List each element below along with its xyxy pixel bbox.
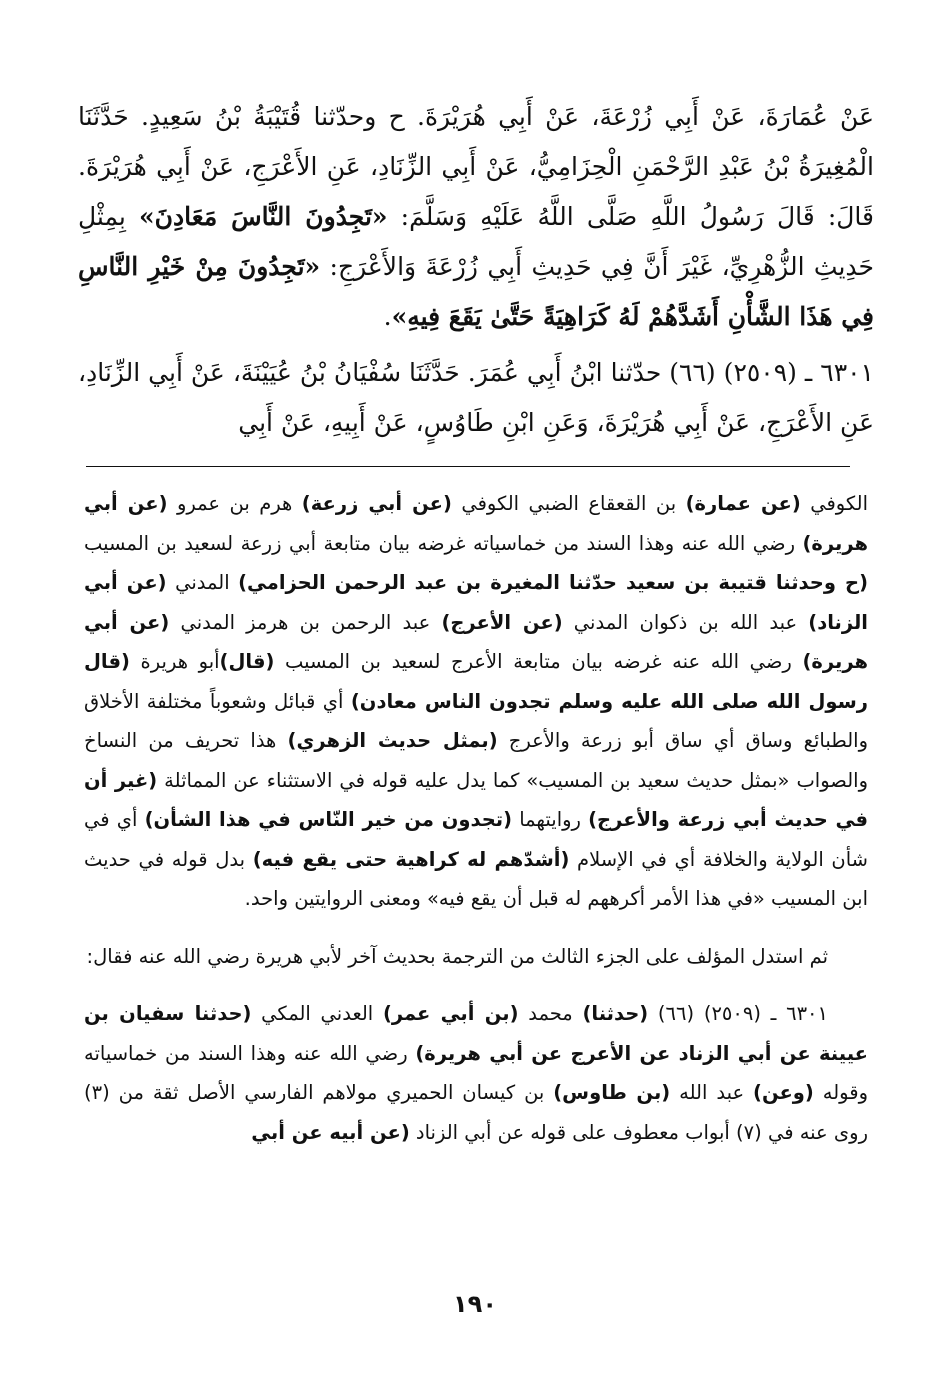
hadith-block: [78, 92, 874, 448]
commentary-quote-p1-3: (عن أبي زرعة): [301, 492, 452, 515]
commentary-text-p1-6: رضي الله عنه وهذا السند من خماسياته غرضه بيان متابعة أبي زرعة لسعيد بن المسيب: [84, 531, 803, 555]
commentary-text-p1-0: الكوفي: [800, 492, 868, 515]
commentary-quote-p1-7: (ح وحدثنا قتيبة بن سعيد حدّثنا المغيرة بن عبد الرحمن الحزامي): [238, 571, 868, 594]
commentary-paragraph-2: ثم استدل المؤلف على الجزء الثالث من الترجمة بحديث آخر لأبي هريرة رضي الله عنه فقال:: [86, 944, 828, 968]
commentary-text-p3-10: بن كيسان الحميري مولاهم الفارسي الأصل ثقة من (٣) روى عنه في (٧) أبواب معطوف على قوله عن أبي الزناد: [84, 1081, 868, 1144]
hadith-p1-text-e: .: [383, 302, 392, 331]
commentary-text-p1-4: هرم بن عمرو: [167, 492, 302, 515]
commentary-quote-p1-1: (عن عمارة): [685, 492, 801, 515]
commentary-quote-p1-15: (قال): [219, 650, 275, 673]
commentary-quote-p1-23: (تجدون من خير النّاس في هذا الشأن): [144, 808, 513, 831]
hadith-paragraph-2: ٦٣٠١ ـ (٢٥٠٩) (٦٦) حدّثنا ابْنُ أَبِي عُمَرَ. حَدَّثَنَا سُفْيَانُ بْنُ عُيَيْنَةَ، عَنْ أَبِي الزِّنَادِ، عَنِ الأَعْرَجِ، عَنْ أَبِي هُرَيْرَةَ، وَعَنِ ابْنِ طَاوُسٍ، عَنْ أَبِيهِ، عَنْ أَبِي: [78, 358, 874, 437]
commentary-quote-p3-11: (عن أبيه عن أبي: [251, 1120, 410, 1144]
commentary-text-p3-0: ٦٣٠١ ـ (٢٥٠٩) (٦٦): [648, 1002, 828, 1025]
commentary-quote-p1-9: (عن أبي الزناد): [84, 571, 868, 634]
commentary-text-p1-16: أبو هريرة: [129, 650, 220, 673]
commentary-text-p1-10: عبد الله بن ذكوان المدني: [562, 610, 809, 634]
hadith-p1-quote-1: «تَجِدُونَ النَّاسَ مَعَادِنَ»: [139, 202, 388, 231]
commentary-text-p1-22: روايتهما: [512, 808, 589, 831]
commentary-text-p1-26: بدل قوله في حديث ابن المسيب «في هذا الأمر أكرههم له قبل أن يقع فيه» ومعنى الروايتين واحد.: [84, 847, 868, 910]
commentary-quote-p1-11: (عن الأعرج): [441, 610, 563, 634]
commentary-quote-p3-3: (بن أبي عمر): [382, 1002, 519, 1025]
hadith-p1-text-c: بِمِثْلِ حَدِيثِ الزُّهْرِيِّ، غَيْرَ أَنَّ فِي حَدِيثِ أَبِي زُرْعَةَ وَالأَعْرَجِ:: [78, 202, 874, 281]
commentary-text-p1-8: المدني: [166, 571, 239, 594]
hadith-text: [78, 92, 874, 448]
commentary-text-p3-6: رضي الله عنه وهذا السند من خماسياته وقوله: [84, 1041, 868, 1104]
commentary-text-p1-18: أي قبائل وشعوباً مختلفة الأخلاق والطبائع وساق أي ساق أبو زرعة والأعرج: [84, 689, 868, 752]
commentary-quote-p3-1: (حدثنا): [582, 1002, 649, 1025]
commentary-text-p3-4: العدني المكي: [251, 1002, 383, 1025]
commentary-text-p3-2: محمد: [518, 1002, 583, 1025]
commentary-quote-p3-7: (وعن): [753, 1081, 814, 1104]
commentary-text-p1-20: هذا تحريف من النساخ والصواب «بمثل حديث سعيد بن المسيب» كما يدل عليه قوله في الاستثناء عن المماثلة: [84, 729, 868, 792]
commentary-text-p1-2: بن القعقاع الضبي الكوفي: [451, 492, 686, 515]
commentary: [84, 484, 868, 1152]
commentary-quote-p1-17: (قال رسول الله صلى الله عليه وسلم تجدون الناس معادن): [84, 650, 868, 713]
commentary-quote-p1-25: (أشدّهم له كراهية حتى يقع فيه): [252, 847, 570, 871]
commentary-quote-p1-5: (عن أبي هريرة): [84, 492, 868, 555]
commentary-paragraph-1: [84, 484, 868, 919]
page-number: ١٩٠: [453, 1290, 497, 1318]
commentary-quote-p1-13: (عن أبي هريرة): [84, 610, 868, 673]
hadith-paragraph-1: [78, 92, 874, 342]
hadith-p1-quote-2: «تَجِدُونَ مِنْ خَيْرِ النَّاسِ فِي هَذَا الشَّأْنِ أَشَدَّهُمْ لَهُ كَرَاهِيَةً حَتَّىٰ يَقَعَ فِيهِ»: [78, 252, 874, 331]
commentary-quote-p1-19: (بمثل حديث الزهري): [287, 729, 498, 752]
hadith-p1-text-a: عَنْ عُمَارَةَ، عَنْ أَبِي زُرْعَةَ، عَنْ أَبِي هُرَيْرَةَ. ح وحدّثنا قُتَيْبَةُ بْنُ سَعِيدٍ. حَدَّثَنَا الْمُغِيرَةُ بْنُ عَبْدِ الرَّحْمَنِ الْحِزَامِيُّ، عَنْ أَبِي الزِّنَادِ، عَنِ الأَعْرَجِ، عَنْ أَبِي هُرَيْرَةَ. قَالَ: قَالَ رَسُولُ اللَّهِ صَلَّى اللَّهُ عَلَيْهِ وَسَلَّمَ:: [78, 102, 874, 231]
footnote-divider: [86, 466, 850, 467]
commentary-quote-p1-21: (غير أن في حديث أبي زرعة والأعرج): [84, 768, 868, 831]
commentary-quote-p3-5: (حدثنا سفيان بن عيينة عن أبي الزناد عن الأعرج عن أبي هريرة): [84, 1002, 869, 1065]
commentary-text-p1-12: عبد الرحمن بن هرمز المدني: [169, 610, 442, 634]
commentary-paragraph-3: [84, 994, 868, 1152]
commentary-text-p1-24: أي في شأن الولاية والخلافة أي في الإسلام: [84, 808, 869, 871]
commentary-text-p3-8: عبد الله: [670, 1081, 754, 1104]
commentary-quote-p3-9: (بن طاوس): [553, 1081, 671, 1104]
commentary-text-p1-14: رضي الله عنه غرضه بيان متابعة الأعرج لسعيد بن المسيب: [274, 650, 803, 673]
